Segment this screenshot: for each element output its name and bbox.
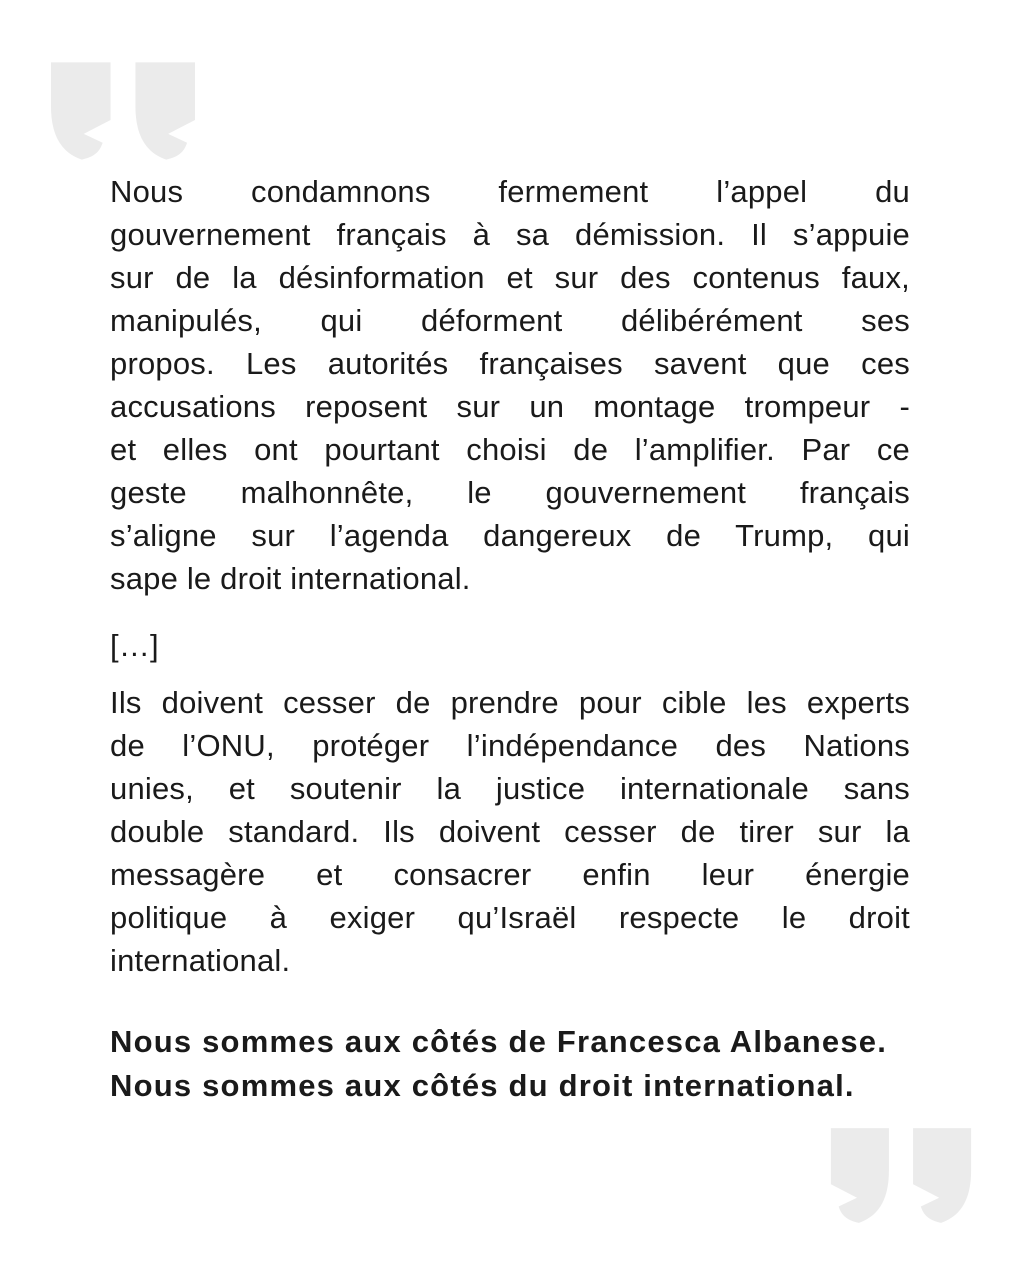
text-line: geste malhonnête, le gouvernement français — [110, 475, 910, 510]
text-line: international. — [110, 943, 291, 978]
text-line: s’aligne sur l’agenda dangereux de Trump, qui — [110, 518, 910, 553]
text-line: Nous sommes aux côtés du droit international. — [110, 1068, 855, 1103]
text-line: double standard. Ils doivent cesser de tirer sur la — [110, 814, 910, 849]
opening-quote-mark-left — [51, 62, 111, 159]
quote-paragraph-1 — [110, 170, 910, 600]
text-line: sur de la désinformation et sur des contenus faux, — [110, 260, 910, 295]
text-line: Nous condamnons fermement l’appel du — [110, 174, 910, 209]
quote-conclusion — [110, 1020, 910, 1108]
closing-quote-icon — [828, 1128, 974, 1223]
text-line: unies, et soutenir la justice internationale sans — [110, 771, 910, 806]
opening-quote-icon — [48, 62, 198, 160]
quote-ellipsis — [110, 624, 910, 667]
text-line: […] — [110, 628, 159, 663]
text-line: sape le droit international. — [110, 561, 471, 596]
text-line: messagère et consacrer enfin leur énergie — [110, 857, 910, 892]
quote-text-block — [110, 170, 910, 1108]
text-line: politique à exiger qu’Israël respecte le droit — [110, 900, 910, 935]
text-line: Nous sommes aux côtés de Francesca Albanese. — [110, 1024, 888, 1059]
closing-quote-mark-right — [831, 1128, 889, 1223]
text-line: propos. Les autorités françaises savent que ces — [110, 346, 910, 381]
opening-quote-mark-right — [135, 62, 195, 159]
text-line: accusations reposent sur un montage trompeur - — [110, 389, 910, 424]
text-line: et elles ont pourtant choisi de l’amplifier. Par ce — [110, 432, 910, 467]
text-line: gouvernement français à sa démission. Il s’appuie — [110, 217, 910, 252]
closing-quote-mark-left — [913, 1128, 971, 1223]
text-line: Ils doivent cesser de prendre pour cible les experts — [110, 685, 910, 720]
text-line: manipulés, qui déforment délibérément ses — [110, 303, 910, 338]
text-line: de l’ONU, protéger l’indépendance des Nations — [110, 728, 910, 763]
quote-paragraph-2 — [110, 681, 910, 982]
